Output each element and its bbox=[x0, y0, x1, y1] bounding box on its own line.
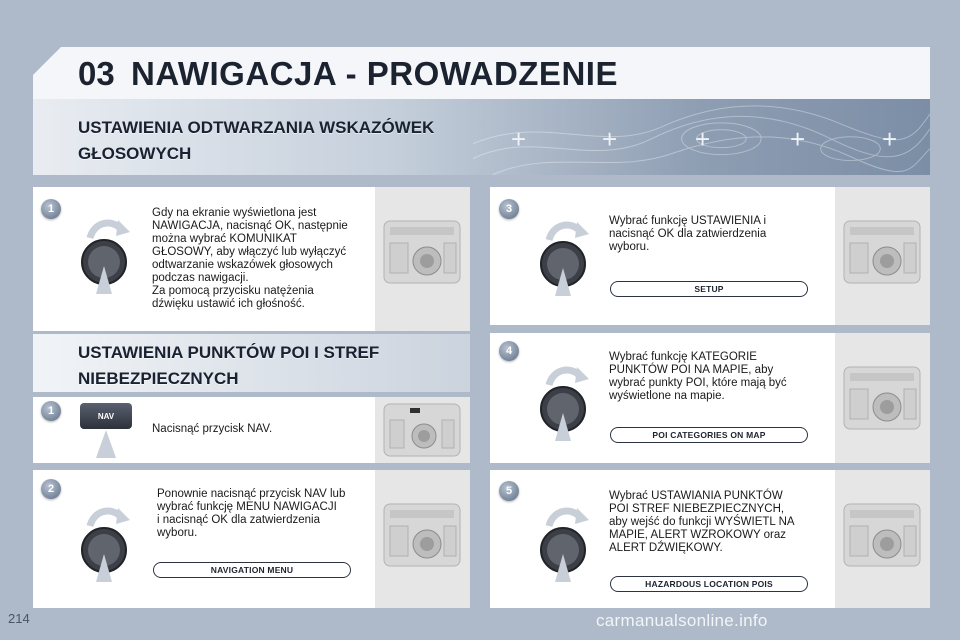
control-panel-image bbox=[842, 353, 922, 443]
section-title-line: USTAWIENIA ODTWARZANIA WSKAZÓWEK bbox=[78, 118, 435, 137]
menu-option-label: POI CATEGORIES ON MAP bbox=[610, 427, 808, 443]
instruction-text: Wybrać funkcję KATEGORIE PUNKTÓW POI NA MAPIE, aby wybrać punkty POI, które mają być wyświetlone na mapie. bbox=[609, 351, 787, 402]
step-badge: 3 bbox=[499, 199, 519, 219]
control-panel-image bbox=[382, 207, 462, 297]
control-panel-image bbox=[842, 490, 922, 580]
instruction-text: Gdy na ekranie wyświetlona jest NAWIGACJA, nacisnąć OK, następnie można wybrać KOMUNIKAT GŁOSOWY, aby włączyć lub wyłączyć odtwarzanie wskazówek głosowych podczas nawigacji. Za pomocą przycisku natężenia dźwięku ustawić ich głośność. bbox=[152, 207, 348, 310]
nav-key-icon: NAV bbox=[80, 403, 132, 429]
rotary-knob-icon bbox=[527, 210, 599, 302]
rotary-knob-icon bbox=[527, 355, 599, 447]
control-panel-image bbox=[382, 490, 462, 580]
instruction-text: Nacisnąć przycisk NAV. bbox=[152, 423, 273, 435]
control-panel-thumbnail bbox=[835, 470, 930, 608]
step-badge: 1 bbox=[41, 401, 61, 421]
instruction-text: Wybrać USTAWIANIA PUNKTÓW POI STREF NIEBEZPIECZNYCH, aby wejść do funkcji WYŚWIETL NA MAPIE, ALERT WZROKOWY oraz ALERT DŹWIĘKOWY. bbox=[609, 490, 795, 554]
section-title-line: NIEBEZPIECZNYCH bbox=[78, 369, 239, 388]
plus-decoration-icon: + bbox=[511, 124, 527, 154]
menu-option-label: HAZARDOUS LOCATION POIS bbox=[610, 576, 808, 592]
plus-decoration-icon: + bbox=[882, 124, 898, 154]
control-panel-image bbox=[382, 400, 462, 460]
menu-option-label: SETUP bbox=[610, 281, 808, 297]
rotary-knob-icon bbox=[527, 496, 599, 588]
control-panel-image bbox=[842, 207, 922, 297]
step-badge: 1 bbox=[41, 199, 61, 219]
step-badge: 2 bbox=[41, 479, 61, 499]
section-title-line: USTAWIENIA PUNKTÓW POI I STREF bbox=[78, 343, 380, 362]
arrow-up-icon bbox=[96, 430, 116, 460]
rotary-knob-icon bbox=[68, 208, 140, 300]
page-title: NAWIGACJA - PROWADZENIE bbox=[131, 55, 618, 92]
control-panel-thumbnail bbox=[375, 187, 470, 331]
rotary-knob-icon bbox=[68, 496, 140, 588]
instruction-text: Wybrać funkcję USTAWIENIA i nacisnąć OK dla zatwierdzenia wyboru. bbox=[609, 215, 767, 253]
chapter-number: 03 bbox=[78, 55, 115, 92]
step-badge: 4 bbox=[499, 341, 519, 361]
control-panel-thumbnail bbox=[375, 470, 470, 608]
section-title-poi bbox=[78, 340, 379, 392]
section-title-line: GŁOSOWYCH bbox=[78, 144, 192, 163]
instruction-text: Ponownie nacisnąć przycisk NAV lub wybrać funkcję MENU NAWIGACJI i nacisnąć OK dla zatwierdzenia wyboru. bbox=[157, 488, 346, 539]
page-number: 214 bbox=[8, 611, 30, 626]
plus-decoration-icon: + bbox=[695, 124, 711, 154]
section-title-voice bbox=[78, 115, 434, 167]
control-panel-thumbnail bbox=[835, 187, 930, 325]
plus-decoration-icon: + bbox=[790, 124, 806, 154]
watermark: carmanualsonline.info bbox=[596, 611, 768, 630]
control-panel-thumbnail bbox=[375, 397, 470, 463]
menu-option-label: NAVIGATION MENU bbox=[153, 562, 351, 578]
control-panel-thumbnail bbox=[835, 333, 930, 463]
plus-decoration-icon: + bbox=[602, 124, 618, 154]
step-badge: 5 bbox=[499, 481, 519, 501]
